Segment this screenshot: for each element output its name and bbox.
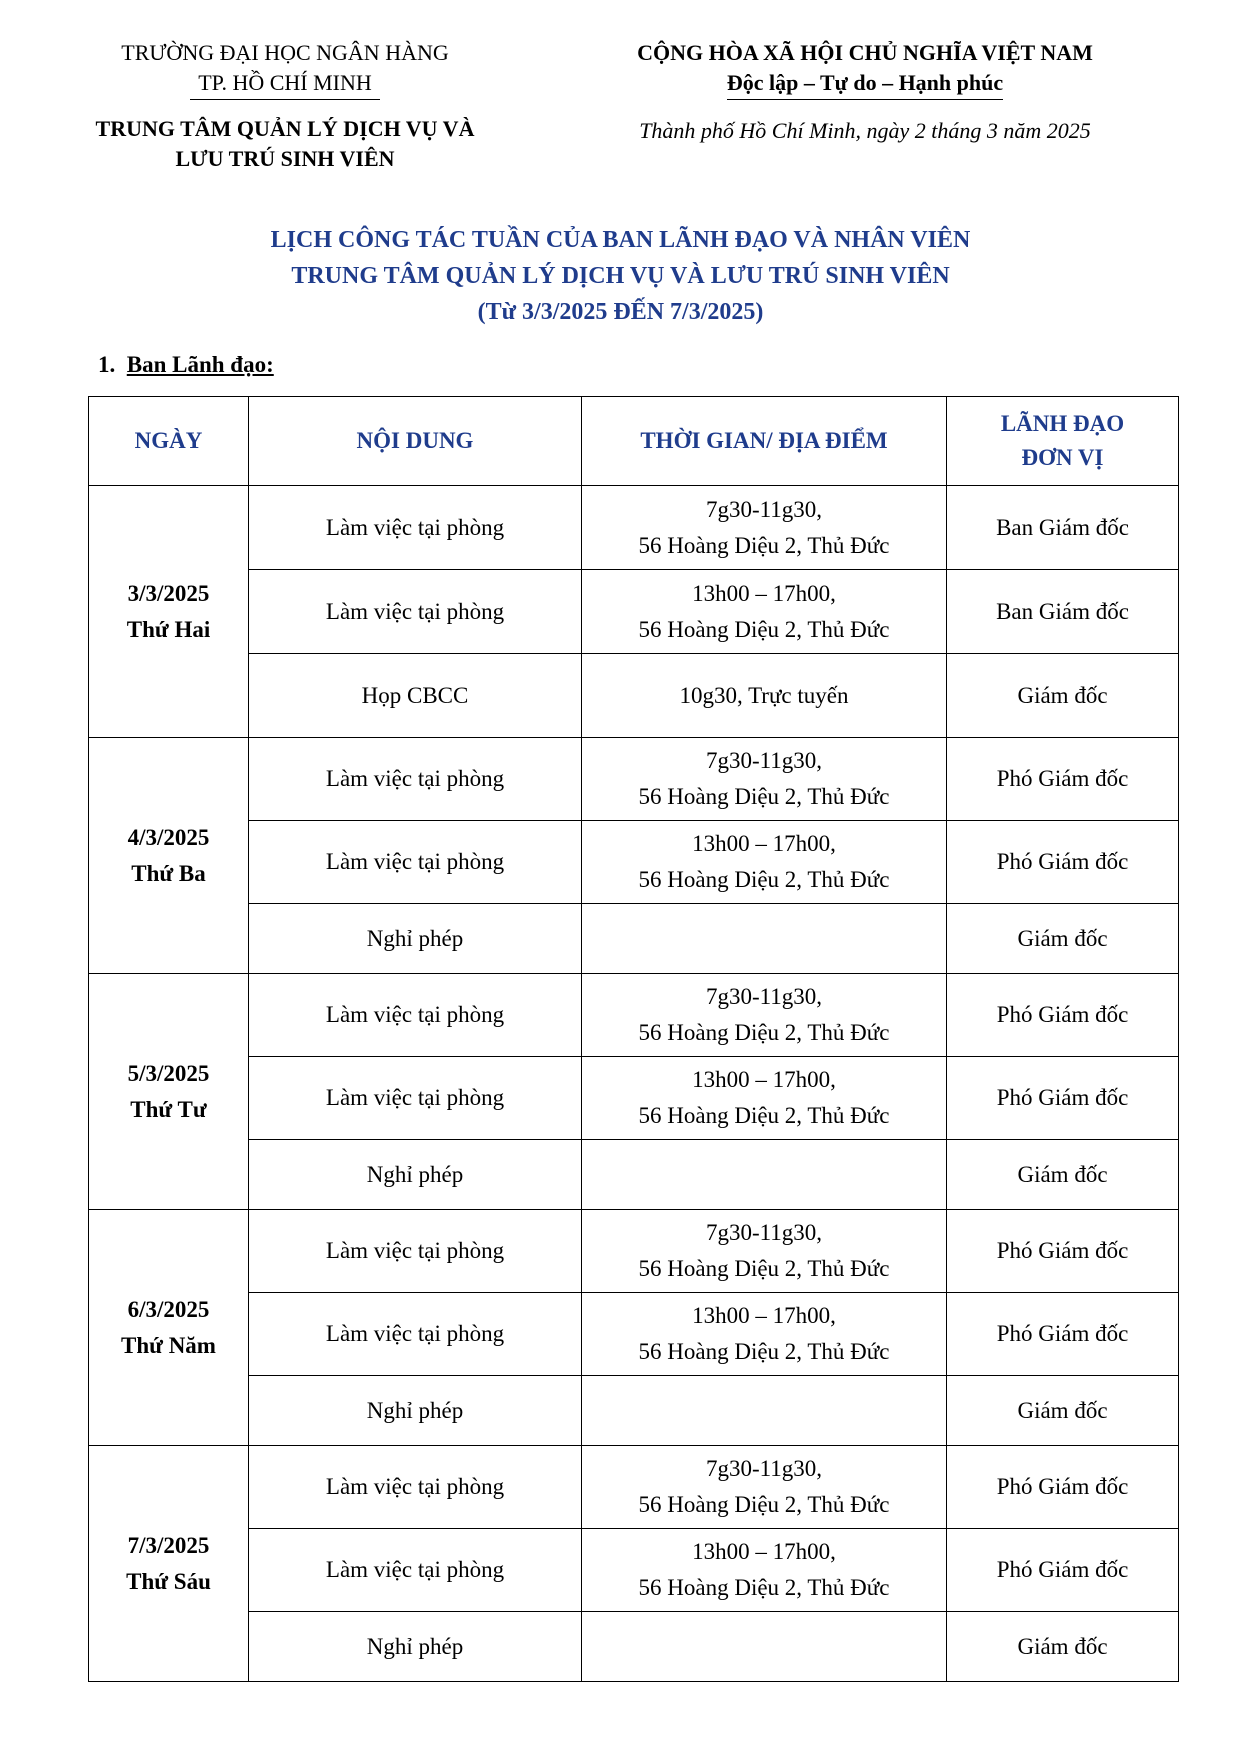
university-name: TRƯỜNG ĐẠI HỌC NGÂN HÀNG xyxy=(121,40,449,65)
content-cell: Làm việc tại phòng xyxy=(249,1293,582,1376)
place-text: 56 Hoàng Diệu 2, Thủ Đức xyxy=(638,1492,890,1517)
place-text: 56 Hoàng Diệu 2, Thủ Đức xyxy=(638,532,890,558)
time-text: 13h00 – 17h00, xyxy=(692,1067,836,1092)
place-text: 56 Hoàng Diệu 2, Thủ Đức xyxy=(638,1256,890,1281)
day-date: 4/3/2025 xyxy=(127,824,210,850)
time-text: 13h00 – 17h00, xyxy=(692,580,836,606)
content-cell: Làm việc tại phòng xyxy=(249,1057,582,1140)
time-place-cell xyxy=(582,486,947,570)
content-cell: Làm việc tại phòng xyxy=(249,486,582,570)
header-time-place: THỜI GIAN/ ĐỊA ĐIỂM xyxy=(582,397,947,486)
content-cell: Nghỉ phép xyxy=(249,1612,582,1682)
content-cell: Làm việc tại phòng xyxy=(249,821,582,904)
section-number: 1. xyxy=(98,352,116,377)
day-cell xyxy=(89,1210,249,1446)
time-place-cell xyxy=(582,821,947,904)
time-text: 13h00 – 17h00, xyxy=(692,831,836,856)
leader-cell: Ban Giám đốc xyxy=(947,570,1179,654)
place-date: Thành phố Hồ Chí Minh, ngày 2 tháng 3 năm 2025 xyxy=(639,118,1091,143)
leader-cell: Phó Giám đốc xyxy=(947,738,1179,821)
time-text: 7g30-11g30, xyxy=(705,496,823,522)
content-cell: Làm việc tại phòng xyxy=(249,570,582,654)
header-content: NỘI DUNG xyxy=(249,397,582,486)
place-text: 56 Hoàng Diệu 2, Thủ Đức xyxy=(638,616,890,642)
table-row xyxy=(89,974,1179,1057)
time-place-cell xyxy=(582,738,947,821)
table-row xyxy=(89,1446,1179,1529)
place-text: 56 Hoàng Diệu 2, Thủ Đức xyxy=(638,1339,890,1364)
leader-cell: Giám đốc xyxy=(947,654,1179,738)
title-line1: LỊCH CÔNG TÁC TUẦN CỦA BAN LÃNH ĐẠO VÀ NHÂN VIÊN xyxy=(270,227,971,253)
table-row xyxy=(89,570,1179,654)
leader-cell: Giám đốc xyxy=(947,1376,1179,1446)
table-row xyxy=(89,1529,1179,1612)
leader-cell: Phó Giám đốc xyxy=(947,1529,1179,1612)
time-place-cell xyxy=(582,1140,947,1210)
time-text: 13h00 – 17h00, xyxy=(692,1539,836,1564)
document-title xyxy=(0,222,1241,330)
content-cell: Làm việc tại phòng xyxy=(249,1529,582,1612)
place-text: 56 Hoàng Diệu 2, Thủ Đức xyxy=(638,1575,890,1600)
table-row xyxy=(89,1293,1179,1376)
day-date: 5/3/2025 xyxy=(127,1060,210,1086)
leader-cell: Phó Giám đốc xyxy=(947,974,1179,1057)
time-text: 7g30-11g30, xyxy=(705,984,823,1009)
leader-cell: Phó Giám đốc xyxy=(947,1446,1179,1529)
place-text: 56 Hoàng Diệu 2, Thủ Đức xyxy=(638,784,890,809)
header-national xyxy=(540,38,1190,146)
day-date: 6/3/2025 xyxy=(127,1296,210,1322)
day-cell xyxy=(89,486,249,738)
content-cell: Làm việc tại phòng xyxy=(249,1446,582,1529)
section-heading xyxy=(98,352,274,378)
time-place-cell xyxy=(582,1529,947,1612)
day-weekday: Thứ Năm xyxy=(121,1332,216,1358)
time-text: 13h00 – 17h00, xyxy=(692,1303,836,1328)
leader-cell: Giám đốc xyxy=(947,904,1179,974)
table-row xyxy=(89,654,1179,738)
day-weekday: Thứ Hai xyxy=(126,616,211,642)
place-text: 56 Hoàng Diệu 2, Thủ Đức xyxy=(638,867,890,892)
content-cell: Làm việc tại phòng xyxy=(249,974,582,1057)
time-place-cell xyxy=(582,1376,947,1446)
table-row xyxy=(89,821,1179,904)
university-city: TP. HỒ CHÍ MINH xyxy=(190,69,380,100)
content-cell: Họp CBCC xyxy=(249,654,582,738)
content-cell: Nghỉ phép xyxy=(249,1140,582,1210)
table-row xyxy=(89,1376,1179,1446)
header-day: NGÀY xyxy=(89,397,249,486)
content-cell: Nghỉ phép xyxy=(249,904,582,974)
time-text: 7g30-11g30, xyxy=(705,748,823,773)
section-label: Ban Lãnh đạo: xyxy=(126,352,274,377)
header-leader xyxy=(947,397,1179,486)
time-place-cell xyxy=(582,1210,947,1293)
leader-cell: Ban Giám đốc xyxy=(947,486,1179,570)
day-weekday: Thứ Tư xyxy=(130,1096,207,1122)
time-place-cell xyxy=(582,1612,947,1682)
time-text: 7g30-11g30, xyxy=(705,1456,823,1481)
center-name-line1: TRUNG TÂM QUẢN LÝ DỊCH VỤ VÀ xyxy=(95,116,475,141)
leader-cell: Phó Giám đốc xyxy=(947,1293,1179,1376)
schedule-table xyxy=(88,396,1179,1682)
day-cell xyxy=(89,974,249,1210)
header-leader-line1: LÃNH ĐẠO xyxy=(1000,411,1125,436)
header-leader-line2: ĐƠN VỊ xyxy=(1021,445,1104,470)
table-row xyxy=(89,1612,1179,1682)
table-row xyxy=(89,1140,1179,1210)
time-place-cell xyxy=(582,1446,947,1529)
time-place-cell xyxy=(582,1057,947,1140)
time-text: 10g30, Trực tuyến xyxy=(679,682,849,708)
table-row xyxy=(89,904,1179,974)
title-line2: TRUNG TÂM QUẢN LÝ DỊCH VỤ VÀ LƯU TRÚ SINH VIÊN xyxy=(291,263,950,289)
national-title: CỘNG HÒA XÃ HỘI CHỦ NGHĨA VIỆT NAM xyxy=(637,40,1093,65)
table-row xyxy=(89,738,1179,821)
time-place-cell xyxy=(582,1293,947,1376)
day-date: 7/3/2025 xyxy=(127,1532,210,1558)
time-place-cell xyxy=(582,570,947,654)
day-weekday: Thứ Sáu xyxy=(126,1568,211,1594)
table-row xyxy=(89,1210,1179,1293)
time-place-cell xyxy=(582,904,947,974)
time-place-cell xyxy=(582,654,947,738)
header-organization xyxy=(60,38,510,174)
center-name xyxy=(60,114,510,174)
leader-cell: Giám đốc xyxy=(947,1140,1179,1210)
place-text: 56 Hoàng Diệu 2, Thủ Đức xyxy=(638,1020,890,1045)
leader-cell: Giám đốc xyxy=(947,1612,1179,1682)
day-weekday: Thứ Ba xyxy=(131,860,206,886)
place-text: 56 Hoàng Diệu 2, Thủ Đức xyxy=(638,1103,890,1128)
content-cell: Làm việc tại phòng xyxy=(249,738,582,821)
leader-cell: Phó Giám đốc xyxy=(947,1210,1179,1293)
title-line3: (Từ 3/3/2025 ĐẾN 7/3/2025) xyxy=(477,299,764,325)
leader-cell: Phó Giám đốc xyxy=(947,1057,1179,1140)
table-row xyxy=(89,1057,1179,1140)
day-cell xyxy=(89,1446,249,1682)
content-cell: Làm việc tại phòng xyxy=(249,1210,582,1293)
time-place-cell xyxy=(582,974,947,1057)
national-motto: Độc lập – Tự do – Hạnh phúc xyxy=(727,69,1003,100)
day-cell xyxy=(89,738,249,974)
table-header-row xyxy=(89,397,1179,486)
leader-cell: Phó Giám đốc xyxy=(947,821,1179,904)
time-text: 7g30-11g30, xyxy=(705,1220,823,1245)
center-name-line2: LƯU TRÚ SINH VIÊN xyxy=(175,146,395,171)
table-row xyxy=(89,486,1179,570)
content-cell: Nghỉ phép xyxy=(249,1376,582,1446)
day-date: 3/3/2025 xyxy=(127,580,210,606)
